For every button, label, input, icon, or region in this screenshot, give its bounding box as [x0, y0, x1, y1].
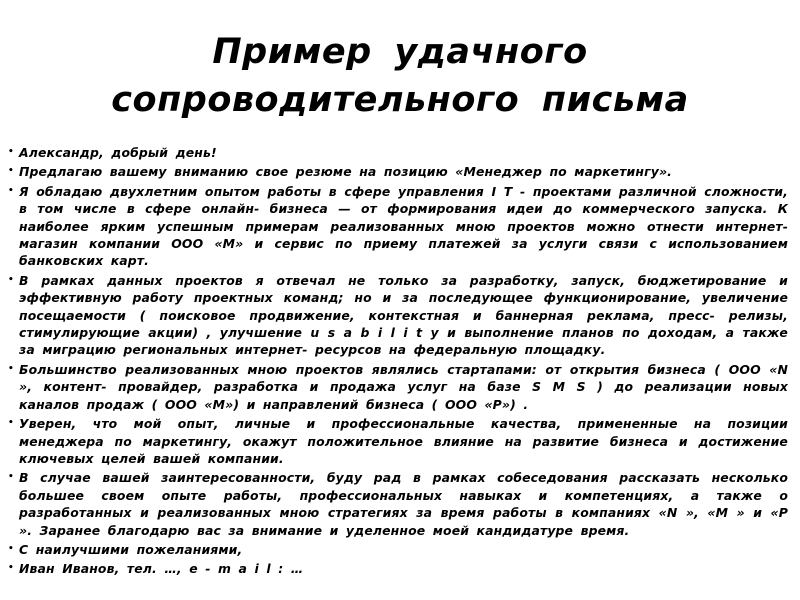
bullet-dot-icon: •	[8, 274, 14, 285]
bullet-responsibilities	[8, 272, 788, 359]
bullet-dot-icon: •	[8, 563, 14, 574]
bullet-text: В случае вашей заинтересованности, буду рад в рамках собеседования рассказать несколько большее своем опыте работы, профессиональных навыках и компетенциях, а также о разработанных и реализованных мною стратегиях за время работы в компаниях «N », «M » и «P ». Заранее благодарю вас за внимание и уделенное моей кандидатуре время.	[19, 470, 788, 538]
bullet-experience	[8, 183, 788, 270]
bullet-text: Большинство реализованных мною проектов являлись стартапами: от открытия бизнеса ( ООО «N », контент- провайдер, разработка и продажа услуг на базе S M S ) до реализации новых каналов продаж ( ООО «M») и направлений бизнеса ( ООО «P») .	[19, 361, 788, 412]
bullet-startups	[8, 361, 788, 413]
bullet-text: В рамках данных проектов я отвечал не только за разработку, запуск, бюджетирование и эффективную работу проектных команд; но и за последующее функционирование, увеличение посещаемости ( поисковое продвижение, контекстная и баннерная реклама, пресс- релизы, стимулирующие акции) , улучшение u s a b i l i t y и выполнение планов по доходам, а также за миграцию региональных интернет- ресурсов на федеральную площадку.	[19, 272, 788, 358]
bullet-text: Я обладаю двухлетним опытом работы в сфере управления I T - проектами различной сложности, в том числе в сфере онлайн- бизнеса — от формирования идеи до коммерческого запуска. К наиболее ярким успешным примерам реализованных мною проектов можно отнести интернет- магазин компании ООО «М» и сервис по приему платежей за услуги связи с использованием банковских карт.	[19, 183, 788, 269]
bullet-text: Уверен, что мой опыт, личные и профессиональные качества, примененные на позиции менеджера по маркетингу, окажут положительное влияние на развитие бизнеса и достижение ключевых целей вашей компании.	[19, 416, 788, 466]
slide-title-line-2: сопроводительного письма	[111, 80, 689, 120]
slide-title	[40, 28, 760, 124]
bullet-text: Предлагаю вашему вниманию свое резюме на позицию «Менеджер по маркетингу».	[19, 164, 673, 180]
bullet-text: С наилучшими пожеланиями,	[19, 541, 243, 557]
bullet-greeting	[8, 144, 788, 161]
letter-body	[8, 144, 788, 580]
bullet-signature	[8, 560, 788, 577]
bullet-dot-icon: •	[8, 543, 14, 554]
bullet-dot-icon: •	[8, 185, 14, 196]
bullet-confidence	[8, 415, 788, 467]
bullet-text: Иван Иванов, тел. …, e - m a i l : …	[19, 561, 304, 577]
bullet-dot-icon: •	[8, 472, 14, 483]
bullet-interview	[8, 469, 788, 539]
bullet-dot-icon: •	[8, 418, 14, 429]
bullet-regards	[8, 541, 788, 558]
bullet-dot-icon: •	[8, 363, 14, 374]
bullet-offer	[8, 163, 788, 180]
slide-title-line-1: Пример удачного	[212, 32, 588, 72]
bullet-dot-icon: •	[8, 147, 14, 157]
bullet-dot-icon: •	[8, 166, 14, 177]
bullet-text: Александр, добрый день!	[19, 145, 217, 160]
